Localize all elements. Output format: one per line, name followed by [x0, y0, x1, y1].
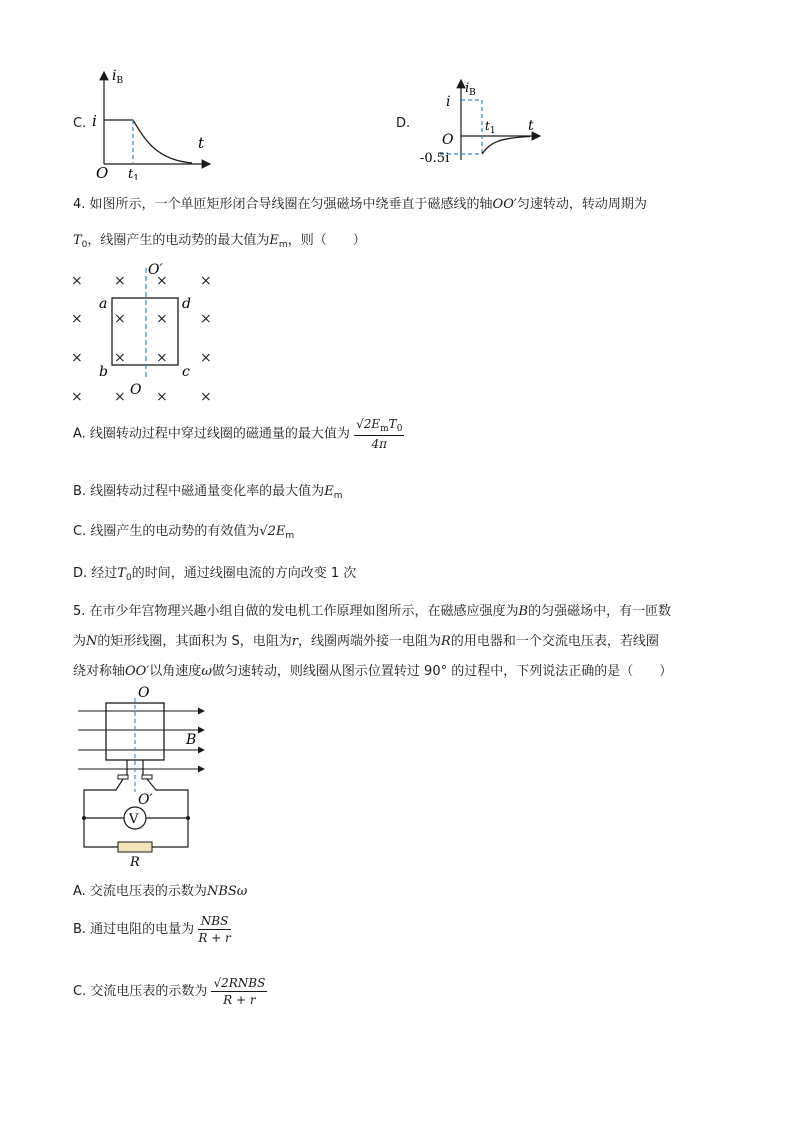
graph-d-t1: t	[485, 119, 490, 133]
option-d-label: D.	[396, 116, 411, 131]
corner-d: d	[182, 296, 191, 312]
svg-text:×: ×	[156, 311, 168, 327]
q4-option-d[interactable]: D. 经过$T_0$的时间，通过线圈电流的方向改变 1 次	[73, 566, 357, 583]
corner-b: b	[99, 364, 108, 380]
svg-text:×: ×	[114, 311, 126, 327]
graph-d	[418, 76, 548, 168]
svg-text:×: ×	[200, 273, 212, 289]
q4-line1: 4. 如图所示，一个单匝矩形闭合导线圈在匀强磁场中绕垂直于磁感线的轴OO′匀速转动，转动周期为	[73, 197, 647, 212]
svg-text:t1: $t_1$	[128, 167, 139, 180]
q5-axis-top: O	[138, 685, 150, 701]
svg-text:iB: $i_B$	[112, 68, 124, 86]
q5-option-b[interactable]: B. 通过电阻的电量为 $\frac{\text{NBS}}{R + r}$	[73, 914, 231, 945]
svg-text:t1: $t_1$	[485, 119, 496, 136]
graph-d-t: t	[528, 118, 534, 134]
graph-d-curve	[482, 137, 530, 155]
svg-text:×: ×	[71, 350, 83, 366]
q5-option-a[interactable]: A. 交流电压表的示数为NBSω	[73, 884, 248, 899]
graph-c-decay	[133, 120, 192, 163]
svg-text:×: ×	[71, 273, 83, 289]
svg-text:×: ×	[156, 350, 168, 366]
graph-d-neg: -0.5i	[420, 151, 450, 166]
q5-option-c[interactable]: C. 交流电压表的示数为 $\frac{\text{√2RNBS}}{R + r}$	[73, 976, 266, 1007]
voltmeter-label: V	[129, 812, 139, 827]
axis-bottom-label: O	[130, 382, 142, 398]
svg-text:×: ×	[71, 389, 83, 405]
q5-axis-bottom: O′	[138, 792, 153, 808]
q4-option-b[interactable]: B. 线圈转动过程中磁通量变化率的最大值为$E_m$	[73, 484, 343, 501]
svg-text:iB: $i_B$	[465, 81, 476, 98]
q4-option-c[interactable]: C. 线圈产生的电动势的有效值为$√2E_m$	[73, 524, 295, 541]
graph-d-origin: O	[442, 132, 454, 148]
svg-text:×: ×	[200, 311, 212, 327]
svg-text:×: ×	[114, 350, 126, 366]
graph-c-i: i	[92, 112, 97, 130]
q5-figure	[72, 684, 212, 869]
graph-c	[88, 62, 218, 180]
svg-text:×: ×	[114, 389, 126, 405]
q5-line1: 5. 在市少年宫物理兴趣小组自做的发电机工作原理如图所示，在磁感应强度为B的匀强磁场中，有一匝数	[73, 604, 672, 619]
q5-line3: 绕对称轴OO′以角速度ω做匀速转动，则线圈从图示位置转过 90° 的过程中，下列说法正确的是（ ）	[73, 664, 673, 679]
graph-d-y-label: i	[465, 81, 470, 96]
graph-c-origin: O	[96, 164, 109, 180]
graph-d-i: i	[446, 94, 451, 110]
svg-text:×: ×	[156, 273, 168, 289]
svg-text:×: ×	[200, 389, 212, 405]
svg-text:×: ×	[200, 350, 212, 366]
graph-c-t1: t	[128, 167, 134, 180]
q5-line2: 为N的矩形线圈，其面积为 S，电阻为r，线圈两端外接一电阻为R的用电器和一个交流电压表，若线圈	[73, 634, 659, 649]
q4-line2: $T_0$，线圈产生的电动势的最大值为$E_m$，则（ ）	[73, 233, 366, 250]
q4-option-a[interactable]: A. 线圈转动过程中穿过线圈的磁通量的最大值为 $\frac{√2E_mT_0}{4\pi}$	[73, 417, 403, 451]
option-c-label: C.	[73, 116, 87, 131]
slip-ring-right	[142, 775, 152, 779]
graph-c-t: t	[198, 134, 205, 152]
svg-text:×: ×	[156, 389, 168, 405]
svg-text:×: ×	[71, 311, 83, 327]
q4-figure	[66, 258, 226, 408]
graph-c-y-label: i	[112, 68, 117, 84]
slip-ring-left	[118, 775, 128, 779]
corner-a: a	[99, 296, 108, 312]
q5-coil	[106, 703, 164, 760]
axis-top-label: O′	[148, 262, 163, 278]
svg-text:×: ×	[114, 273, 126, 289]
q5-field-label: B	[186, 732, 197, 748]
resistor-label: R	[130, 855, 140, 869]
resistor	[118, 842, 152, 852]
corner-c: c	[182, 364, 190, 380]
